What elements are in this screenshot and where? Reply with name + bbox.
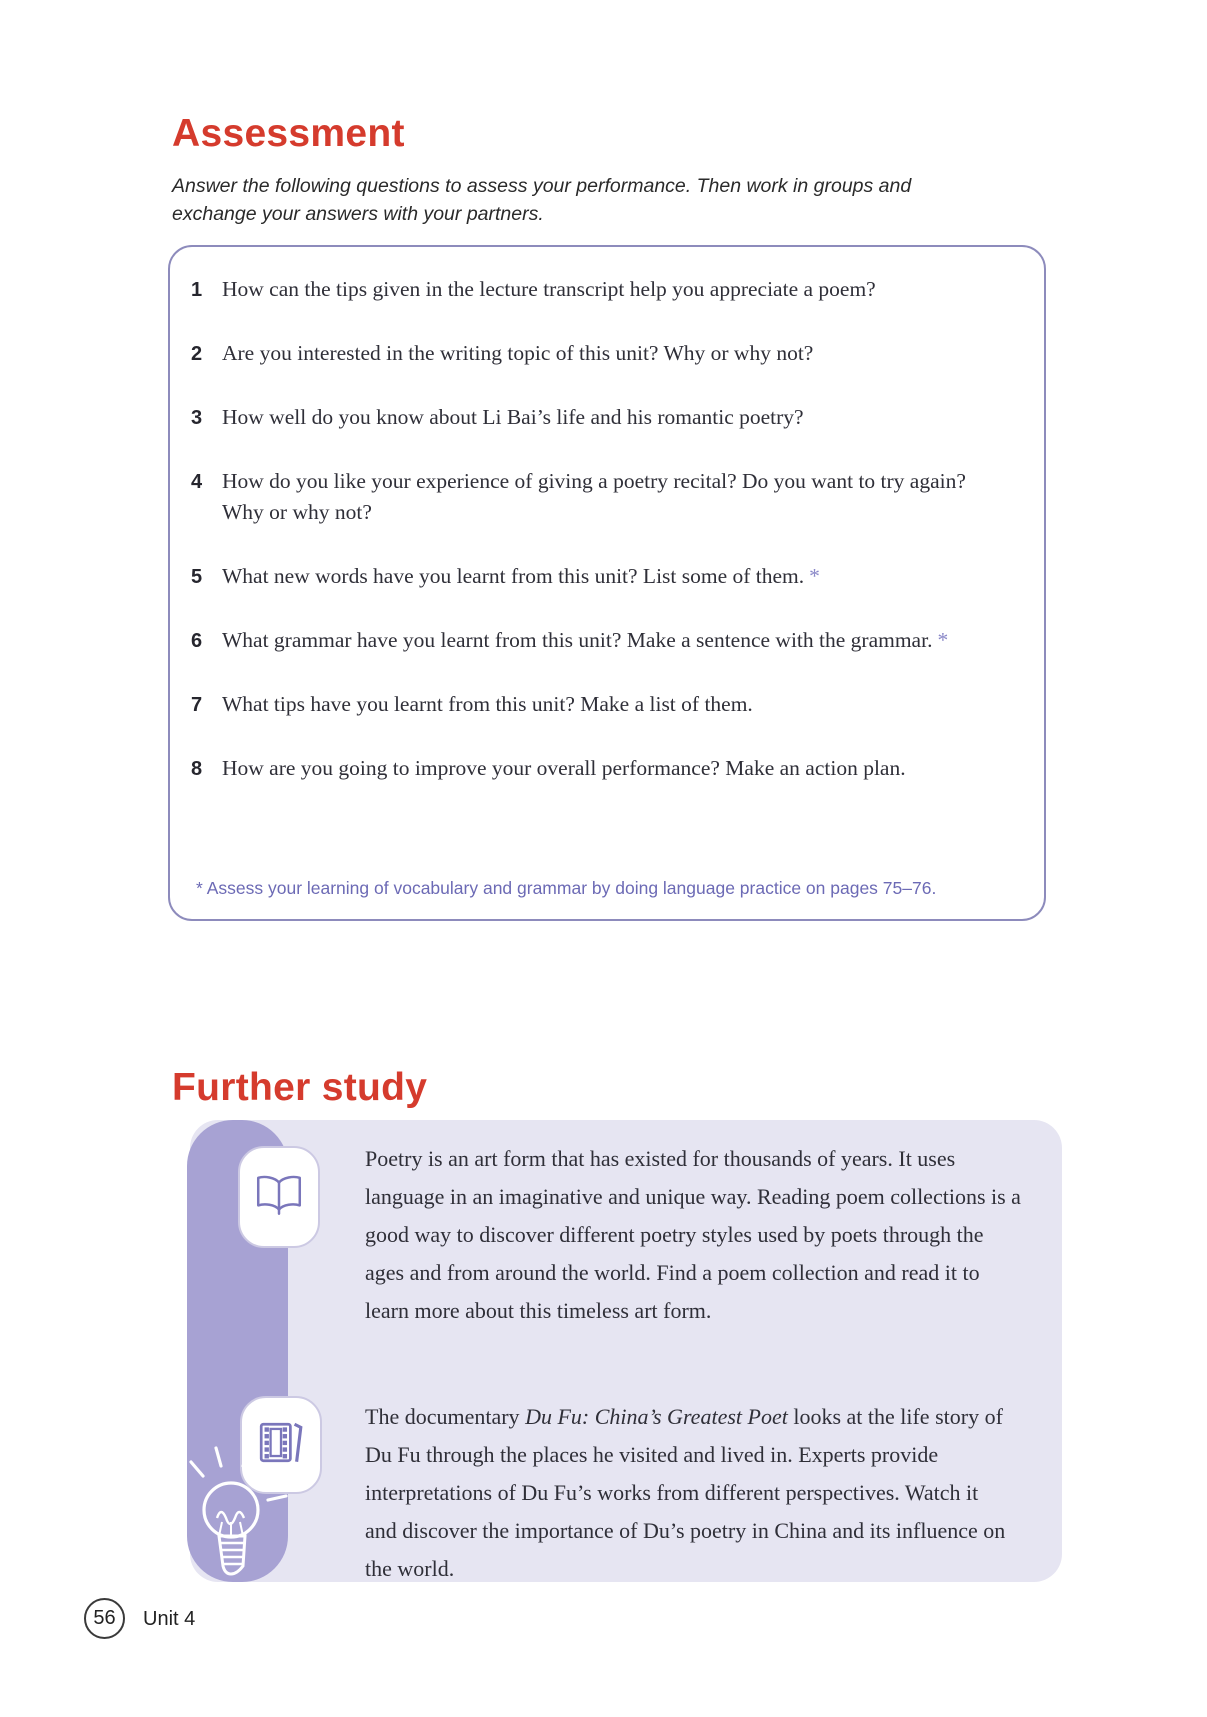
question-number: 5 [191, 566, 203, 588]
paragraph-2-prefix: The documentary [365, 1404, 526, 1429]
question-list [170, 247, 1044, 784]
question-number: 6 [191, 630, 203, 652]
question-item [170, 274, 970, 305]
question-text: How are you going to improve your overall performance? Make an action plan. [222, 756, 906, 780]
question-text: What grammar have you learnt from this unit? Make a sentence with the grammar. [222, 628, 933, 652]
page-number: 56 [93, 1607, 116, 1629]
further-study-paragraph-1: Poetry is an art form that has existed for thousands of years. It uses language in an imaginative and unique way. Reading poem collections is a good way to discover different poetry styles used by poets through the ages and from around the world. Find a poem collection and read it to learn more about this timeless art form. [365, 1146, 1021, 1323]
question-text: Are you interested in the writing topic of this unit? Why or why not? [222, 341, 814, 365]
assessment-heading: Assessment [172, 112, 405, 155]
question-note-marker: * [937, 628, 949, 652]
question-number: 7 [191, 694, 203, 716]
book-icon-tile [238, 1146, 320, 1248]
page-number-badge [84, 1598, 125, 1639]
documentary-title: Du Fu: China’s Greatest Poet [525, 1404, 788, 1429]
question-number: 8 [191, 758, 203, 780]
assessment-intro: Answer the following questions to assess your performance. Then work in groups and exchange your answers with your partners. [172, 175, 912, 225]
lightbulb-icon [175, 1438, 295, 1580]
question-text: What new words have you learnt from this unit? List some of them. [222, 564, 805, 588]
open-book-icon [252, 1172, 306, 1223]
question-item [170, 689, 970, 720]
question-item [170, 402, 970, 433]
question-item [170, 338, 970, 369]
unit-label: Unit 4 [143, 1608, 196, 1630]
question-number: 1 [191, 279, 203, 301]
question-number: 2 [191, 343, 203, 365]
question-number: 3 [191, 407, 203, 429]
assessment-footnote: * Assess your learning of vocabulary and grammar by doing language practice on pages 75–76. [196, 878, 937, 898]
question-item [170, 466, 970, 528]
question-text: How do you like your experience of giving a poetry recital? Do you want to try again? Why or why not? [222, 469, 966, 524]
further-study-heading: Further study [172, 1066, 428, 1109]
further-study-paragraph-2 [365, 1398, 1010, 1588]
question-text: How well do you know about Li Bai’s life and his romantic poetry? [222, 405, 804, 429]
assessment-question-box [168, 245, 1046, 921]
question-note-marker: * [809, 564, 820, 588]
question-item [170, 561, 970, 592]
paragraph-2-suffix: looks at the life story of Du Fu through the places he visited and lived in. Experts provide interpretations of Du Fu’s works from different perspectives. Watch it and discover the importance of Du’s poetry in China and its influence on the world. [365, 1404, 1006, 1581]
question-text: What tips have you learnt from this unit? Make a list of them. [222, 692, 753, 716]
question-item [170, 753, 970, 784]
question-item [170, 625, 970, 656]
question-text: How can the tips given in the lecture transcript help you appreciate a poem? [222, 277, 876, 301]
question-number: 4 [191, 471, 203, 493]
